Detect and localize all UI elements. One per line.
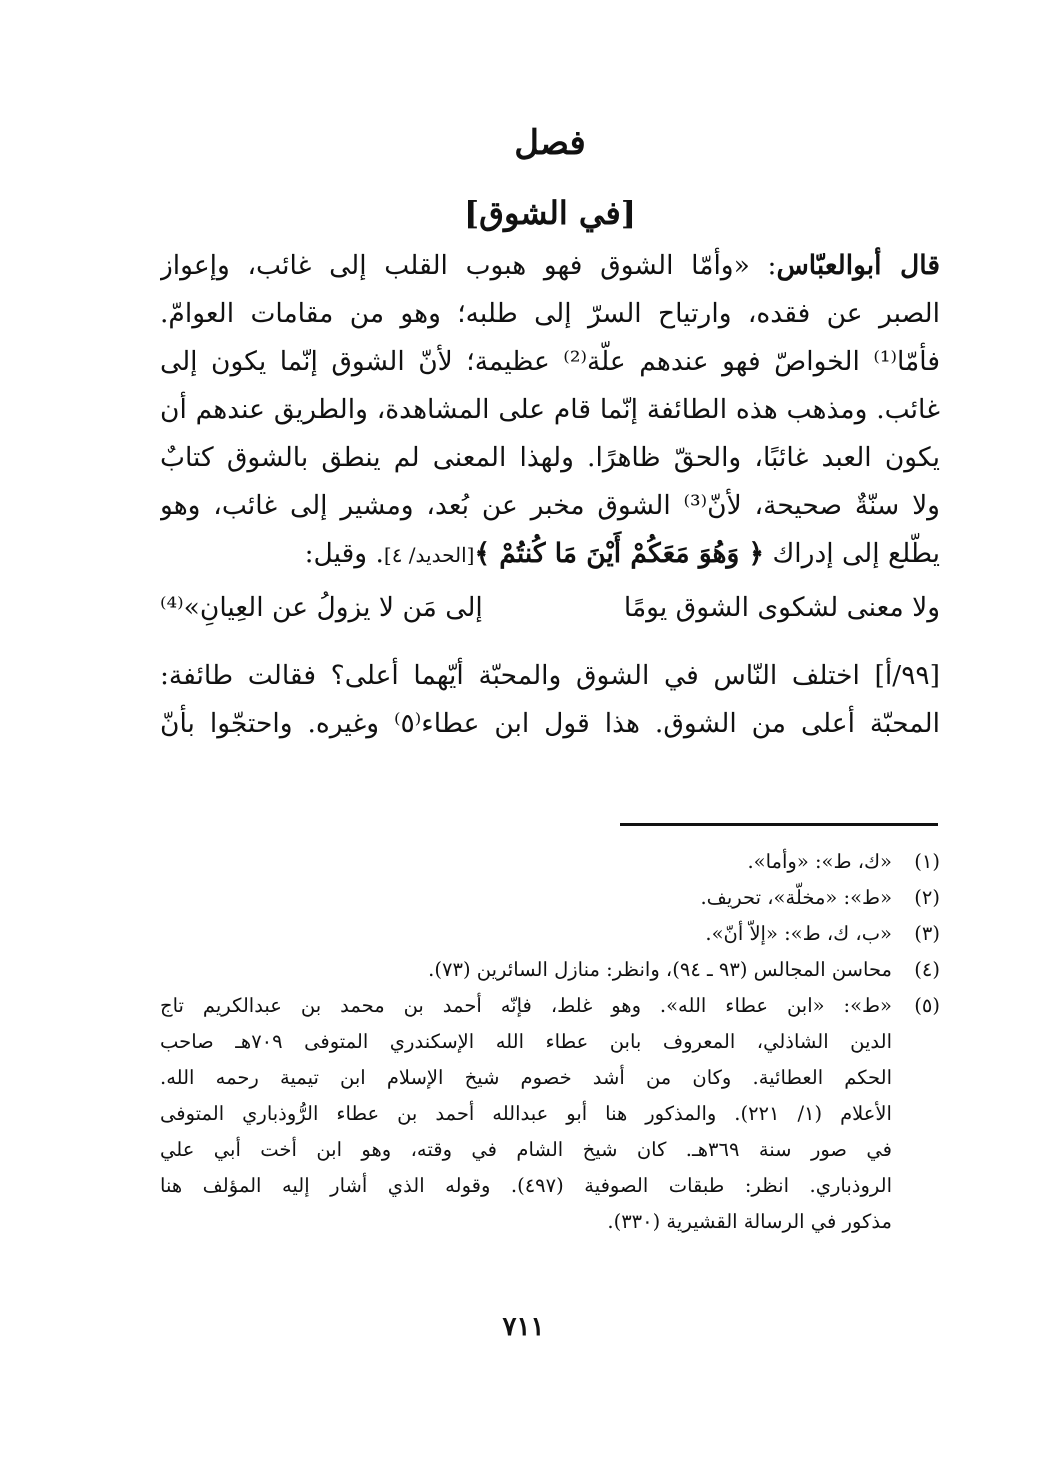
- footnote-number: (٥): [914, 994, 940, 1017]
- footnote: [160, 952, 940, 988]
- footnote-text: الروذباري. انظر: طبقات الصوفية (٤٩٧). وقوله الذي أشار إليه المؤلف هنا: [160, 1174, 892, 1197]
- footnote-text: الحكم العطائية. وكان من أشد خصوم شيخ الإسلام ابن تيمية رحمه الله.: [160, 1066, 892, 1089]
- chapter-title: فصل: [514, 123, 586, 163]
- verse-second-hemistich: إلى مَن لا يزولُ عن العِيانِ»⁽⁴⁾: [160, 592, 483, 623]
- paragraph-2: [160, 652, 940, 748]
- paragraph-1: [160, 242, 940, 578]
- footnote-number: (٤): [914, 958, 940, 981]
- footnote-text: في صور سنة ٣٦٩هـ. كان شيخ الشام في وقته، وهو ابن أخت أبي علي: [160, 1138, 892, 1161]
- quran-verse: ﴿ وَهُوَ مَعَكُمْ أَيْنَ مَا كُنتُمْ ﴾: [474, 538, 765, 569]
- text-span: . وقيل:: [304, 538, 384, 569]
- text-span: : «وأمّا الشوق فهو هبوب القلب إلى غائب، وإعواز: [160, 250, 777, 281]
- footnote-text: الأعلام (١/ ٢٢١). والمذكور هنا أبو عبدالله أحمد بن عطاء الرُّوذباري المتوفى: [160, 1102, 892, 1125]
- text-line: فأمّا⁽¹⁾ الخواصّ فهو عندهم علّة⁽²⁾ عظيمة؛ لأنّ الشوق إنّما يكون إلى: [160, 346, 940, 377]
- text-line: [160, 242, 940, 290]
- footnote-text: «ط»: «مخلّة»، تحريف.: [700, 886, 892, 909]
- footnote: [160, 988, 940, 1240]
- main-text: [160, 118, 940, 748]
- footnote-text: «ط»: «ابن عطاء الله». وهو غلط، فإنّه أحمد بن محمد بن عبدالكريم تاج: [160, 994, 892, 1017]
- footnote-text: مذكور في الرسالة القشيرية (٣٣٠).: [607, 1210, 892, 1233]
- verse-reference: [الحديد/ ٤]: [383, 543, 475, 567]
- footnote-number: (٢): [914, 886, 940, 909]
- speaker-name: قال أبوالعبّاس: [776, 250, 940, 281]
- footnote-text: محاسن المجالس (٩٣ ـ ٩٤)، وانظر: منازل السائرين (٧٣).: [428, 958, 892, 981]
- footnote-text: «ك، ط»: «وأما».: [747, 850, 892, 873]
- text-line: الصبر عن فقده، وارتياح السرّ إلى طلبه؛ وهو من مقامات العوامّ.: [160, 298, 940, 329]
- poetry-verse: [160, 584, 940, 632]
- footnote: [160, 844, 940, 880]
- text-span: يطّلع إلى إدراك: [772, 538, 940, 569]
- text-line: المحبّة أعلى من الشوق. هذا قول ابن عطاء⁽٥⁾ وغيره. واحتجّوا بأنّ: [160, 708, 940, 739]
- footnote: [160, 916, 940, 952]
- footnote-text: الدين الشاذلي، المعروف بابن عطاء الله الإسكندري المتوفى ٧٠٩هـ صاحب: [160, 1030, 892, 1053]
- text-line: [٩٩/أ] اختلف النّاس في الشوق والمحبّة أيّهما أعلى؟ فقالت طائفة:: [160, 660, 940, 691]
- verse-first-hemistich: ولا معنى لشكوى الشوق يومًا: [623, 592, 940, 623]
- text-line: [160, 530, 940, 578]
- footnotes: [160, 844, 940, 1240]
- footnote: [160, 880, 940, 916]
- chapter-subtitle: [في الشوق]: [464, 194, 636, 232]
- footnote-number: (٣): [914, 922, 940, 945]
- text-line: غائب. ومذهب هذه الطائفة إنّما قام على المشاهدة، والطريق عندهم أن: [160, 394, 940, 425]
- footnote-number: (١): [914, 850, 940, 873]
- text-line: ولا سنّةٌ صحيحة، لأنّ⁽³⁾ الشوق مخبر عن بُعد، ومشير إلى غائب، وهو: [160, 490, 940, 521]
- page-number: ٧١١: [502, 1312, 545, 1342]
- footnote-text: «ب، ك، ط»: «إلاّ أنّ».: [705, 922, 892, 945]
- footnote-separator: [620, 823, 938, 826]
- text-line: يكون العبد غائبًا، والحقّ ظاهرًا. ولهذا المعنى لم ينطق بالشوق كتابٌ: [160, 442, 940, 473]
